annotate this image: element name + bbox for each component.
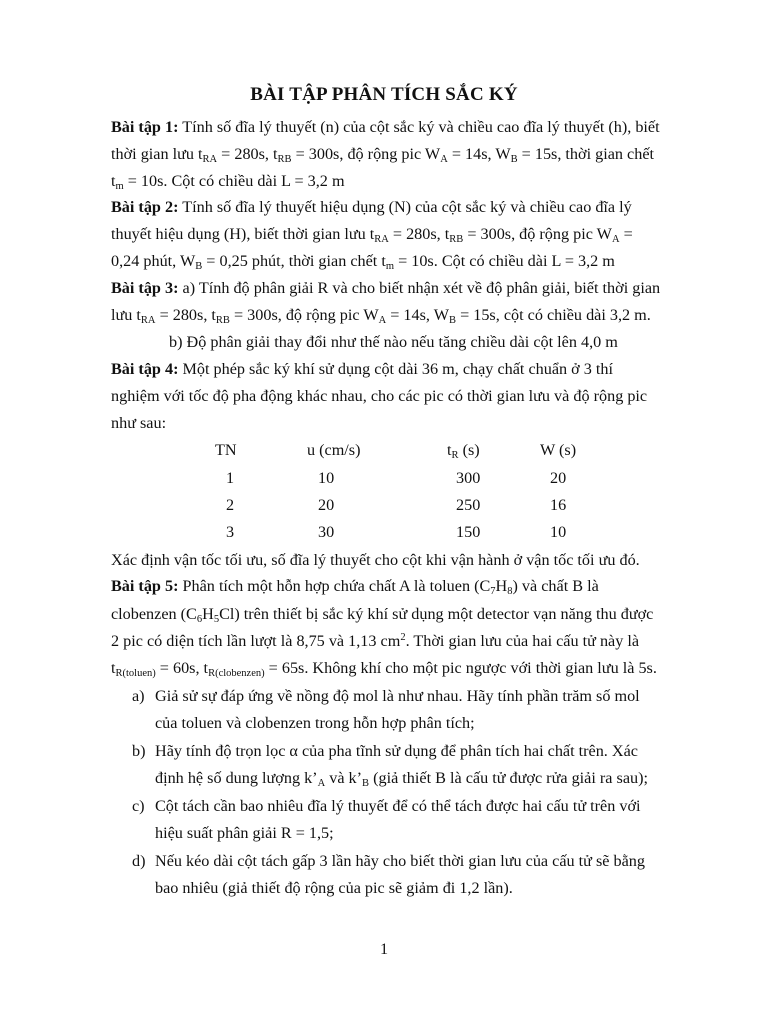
ex1-line2: thời gian lưu $t_{RA} = 280s$, $t_{RB} = 300s$, độ rộng pic $W_A = 14s$, $W_B = 15s$, thời gian chết <box>111 145 655 165</box>
list-item-c-line2: hiệu suất phân giải R = 1,5; <box>155 824 334 842</box>
ex4-line1 <box>111 359 613 379</box>
ex4-line2: nghiệm với tốc độ pha động khác nhau, cho các pic có thời gian lưu và độ rộng pic <box>111 387 648 405</box>
ex4-text1: Một phép sắc ký khí sử dụng cột dài 36 m, chạy chất chuẩn ở 3 thí <box>178 360 613 378</box>
list-item-b-line2: định hệ số dung lượng $k’_A$ và $k’_B$ (giả thiết B là cấu tử được rửa giải ra sau); <box>155 769 648 789</box>
table-cell: 16 <box>550 496 567 514</box>
ex2-label: Bài tập 2: <box>111 198 179 216</box>
ex4-line3: như sau: <box>111 414 167 432</box>
table-header-tr: $t_R$ (s) <box>447 441 480 461</box>
ex1-text1: Tính số đĩa lý thuyết (n) của cột sắc ký và chiều cao đĩa lý thuyết (h), biết <box>178 118 660 136</box>
ex5-line2: clobenzen $(C_6H_5Cl)$ trên thiết bị sắc ký khí sử dụng một detector vạn năng thu được <box>111 605 654 625</box>
table-cell: 150 <box>456 523 481 541</box>
ex3-text1: a) Tính độ phân giải R và cho biết nhận xét về độ phân giải, biết thời gian <box>178 279 661 297</box>
list-item-b-line1: Hãy tính độ trọn lọc α của pha tĩnh sử dụng để phân tích hai chất trên. Xác <box>155 742 638 760</box>
list-item-a-line2: của toluen và clobenzen trong hỗn hợp phân tích; <box>155 714 475 732</box>
ex3-line2: lưu $t_{RA} = 280s$, $t_{RB} = 300s$, độ rộng pic $W_A = 14s$, $W_B = 15s$, cột có chiều dài 3,2 m. <box>111 306 651 326</box>
table-cell: 20 <box>550 469 567 487</box>
ex1-line1 <box>111 117 660 137</box>
table-header-u: u (cm/s) <box>307 441 361 459</box>
table-cell: 3 <box>226 523 235 541</box>
ex3-label: Bài tập 3: <box>111 279 179 297</box>
ex2-line3: 0,24 phút, $W_B = 0,25$ phút, thời gian chết $t_m = 10s$. Cột có chiều dài L = 3,2 m <box>111 252 615 272</box>
table-cell: 250 <box>456 496 481 514</box>
ex3-line1 <box>111 278 660 298</box>
ex2-text1: Tính số đĩa lý thuyết hiệu dụng (N) của cột sắc ký và chiều cao đĩa lý <box>178 198 632 216</box>
table-cell: 2 <box>226 496 235 514</box>
table-cell: 10 <box>318 469 335 487</box>
list-item-c-line1: Cột tách cần bao nhiêu đĩa lý thuyết để có thể tách được hai cấu tử trên với <box>155 797 641 815</box>
ex5-line3: 2 pic có diện tích lần lượt là 8,75 và 1,13 $cm^2$. Thời gian lưu của hai cấu tử này là <box>111 632 640 650</box>
ex1-label: Bài tập 1: <box>111 118 179 136</box>
list-item-a-line1: Giả sử sự đáp ứng về nồng độ mol là như nhau. Hãy tính phần trăm số mol <box>155 687 640 705</box>
list-marker: a) <box>132 687 145 705</box>
ex3-line3: b) Độ phân giải thay đổi như thế nào nếu tăng chiều dài cột lên 4,0 m <box>169 333 618 351</box>
table-cell: 10 <box>550 523 567 541</box>
table-header-w: W (s) <box>540 441 577 459</box>
page-number: 1 <box>379 940 389 958</box>
ex4-after: Xác định vận tốc tối ưu, số đĩa lý thuyết cho cột khi vận hành ở vận tốc tối ưu đó. <box>111 551 640 569</box>
list-marker: b) <box>132 742 146 760</box>
table-header-tn: TN <box>215 441 237 459</box>
list-item-d-line1: Nếu kéo dài cột tách gấp 3 lần hãy cho biết thời gian lưu của cấu tử sẽ bằng <box>155 852 645 870</box>
ex2-line2: thuyết hiệu dụng (H), biết thời gian lưu $t_{RA} = 280s$, $t_{RB} = 300s$, độ rộng pic $W_A$ = <box>111 225 633 245</box>
page-title: BÀI TẬP PHÂN TÍCH SẮC KÝ <box>250 84 518 105</box>
ex5-line1 <box>111 576 599 596</box>
ex5-text1: Phân tích một hỗn hợp chứa chất A là toluen $(C_7H_8)$ và chất B là <box>178 577 599 597</box>
list-item-d-line2: bao nhiêu (giả thiết độ rộng của pic sẽ giảm đi 1,2 lần). <box>155 879 513 897</box>
table-cell: 20 <box>318 496 335 514</box>
table-cell: 300 <box>456 469 481 487</box>
ex5-label: Bài tập 5: <box>111 577 179 595</box>
ex4-label: Bài tập 4: <box>111 360 179 378</box>
ex5-line4: $t_{R(toluen)} = 60s$, $t_{R(clobenzen)} = 65s$. Không khí cho một pic ngược với thời gian lưu là 5s. <box>111 659 657 679</box>
ex2-line1 <box>111 197 632 217</box>
table-cell: 1 <box>226 469 235 487</box>
ex1-line3: $t_m = 10s$. Cột có chiều dài L = 3,2 m <box>111 172 345 192</box>
list-marker: c) <box>132 797 145 815</box>
list-marker: d) <box>132 852 146 870</box>
table-cell: 30 <box>318 523 335 541</box>
